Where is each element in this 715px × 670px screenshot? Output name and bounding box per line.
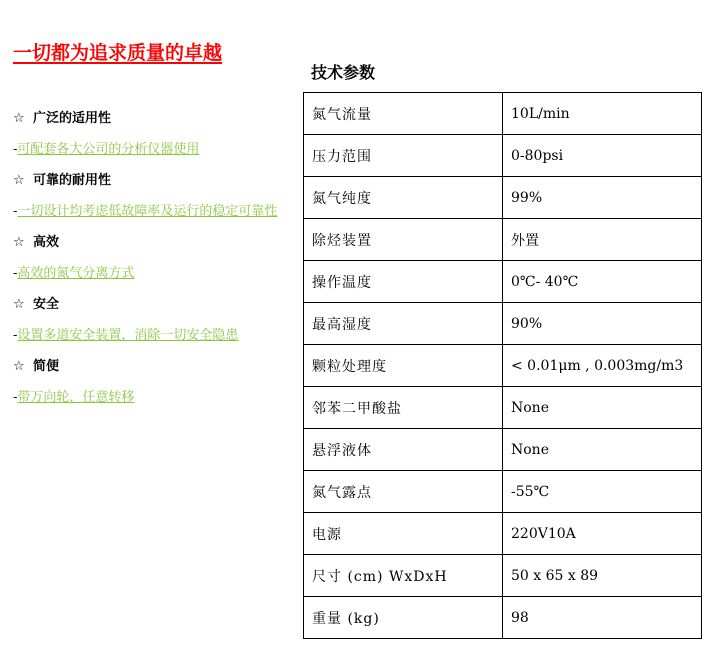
feature-title [13,289,278,320]
dash-marker: - [13,328,18,343]
spec-key: 操作温度 [304,261,503,303]
table-row [304,177,702,219]
spec-value: 220V10A [503,513,702,555]
table-row [304,387,702,429]
star-icon: ☆ [13,297,25,312]
feature-item [13,165,278,227]
spec-key: 邻苯二甲酸盐 [304,387,503,429]
feature-description-text: 带万向轮，任意转移 [17,390,135,405]
feature-title-text: 简便 [33,359,60,374]
feature-description [13,134,278,165]
feature-description [13,196,278,227]
spec-key: 电源 [304,513,503,555]
feature-title-text: 高效 [33,235,60,250]
spec-value: 外置 [503,219,702,261]
feature-item [13,103,278,165]
spec-key: 最高湿度 [304,303,503,345]
spec-value: None [503,429,702,471]
spec-value: -55℃ [503,471,702,513]
feature-title [13,227,278,258]
feature-description-text: 设置多道安全装置，消除一切安全隐患 [17,328,239,343]
spec-key: 颗粒处理度 [304,345,503,387]
spec-key: 尺寸 (cm) WxDxH [304,555,503,597]
table-row [304,471,702,513]
feature-title-text: 可靠的耐用性 [33,173,112,188]
table-row [304,219,702,261]
spec-value: 10L/min [503,93,702,135]
spec-value: < 0.01μm , 0.003mg/m3 [503,345,702,387]
table-row [304,345,702,387]
spec-value: 0-80psi [503,135,702,177]
spec-value: 0℃- 40℃ [503,261,702,303]
feature-description [13,320,278,351]
table-row [304,555,702,597]
dash-marker: - [13,266,18,281]
spec-value: 99% [503,177,702,219]
spec-key: 压力范围 [304,135,503,177]
feature-item [13,351,278,413]
dash-marker: - [13,204,18,219]
feature-description-text: 可配套各大公司的分析仪器使用 [17,142,200,157]
star-icon: ☆ [13,235,25,250]
table-row [304,513,702,555]
spec-key: 重量 (kg) [304,597,503,639]
feature-description-text: 一切设计均考虑低故障率及运行的稳定可靠性 [17,204,278,219]
table-row [304,597,702,639]
spec-value: 50 x 65 x 89 [503,555,702,597]
table-row [304,93,702,135]
feature-item [13,227,278,289]
spec-key: 除烃装置 [304,219,503,261]
feature-title [13,165,278,196]
spec-value: None [503,387,702,429]
feature-description [13,258,278,289]
table-row [304,261,702,303]
feature-title [13,351,278,382]
spec-key: 氮气纯度 [304,177,503,219]
star-icon: ☆ [13,173,25,188]
feature-title-text: 广泛的适用性 [33,111,112,126]
table-row [304,135,702,177]
feature-description-text: 高效的氮气分离方式 [17,266,135,281]
star-icon: ☆ [13,359,25,374]
feature-title [13,103,278,134]
spec-key: 悬浮液体 [304,429,503,471]
spec-value: 90% [503,303,702,345]
table-row [304,429,702,471]
dash-marker: - [13,142,18,157]
feature-description [13,382,278,413]
spec-section-title: 技术参数 [311,63,376,82]
feature-title-text: 安全 [33,297,60,312]
spec-value: 98 [503,597,702,639]
spec-key: 氮气露点 [304,471,503,513]
dash-marker: - [13,390,18,405]
feature-list [13,103,278,413]
feature-item [13,289,278,351]
table-row [304,303,702,345]
spec-table [303,92,702,639]
star-icon: ☆ [13,111,25,126]
page-headline: 一切都为追求质量的卓越 [13,42,223,64]
spec-key: 氮气流量 [304,93,503,135]
